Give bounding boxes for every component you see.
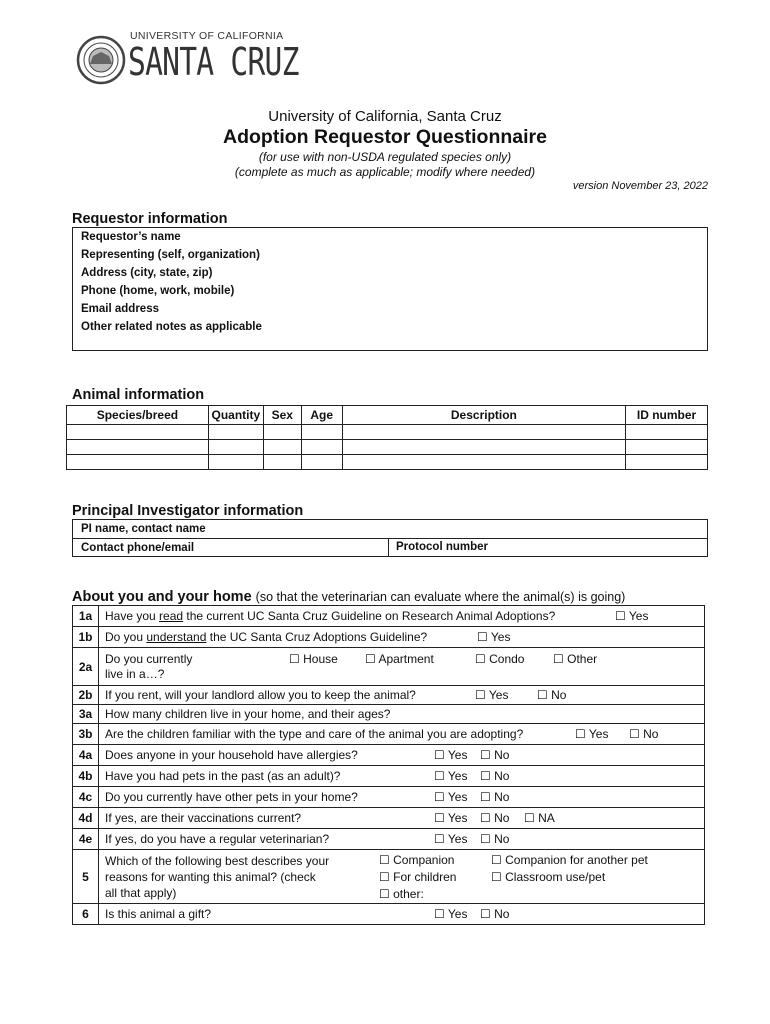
question-number: 6 [73,904,99,925]
q1a-yes-checkbox[interactable]: ☐ Yes [615,609,649,623]
species-cell[interactable] [67,440,209,455]
question-number: 4b [73,766,99,787]
q4c-no-checkbox[interactable]: ☐ No [480,790,510,804]
q5-other-checkbox[interactable]: ☐ other: [379,887,424,901]
address-field[interactable]: Address (city, state, zip) [81,267,213,279]
requestor-info-box [72,227,708,351]
logo-university-text: UNIVERSITY OF CALIFORNIA [130,30,284,42]
form-title: Adoption Requestor Questionnaire [223,126,547,148]
q4a-yes-checkbox[interactable]: ☐ Yes [434,748,468,762]
question-text: How many children live in your home, and their ages? [105,707,391,721]
ucsc-logo [76,28,299,90]
col-sex: Sex [263,406,301,425]
question-text: live in a…? [105,666,165,681]
question-number: 1a [73,606,99,627]
table-row [67,440,708,455]
university-seal-icon [76,30,126,90]
question-row-5 [73,850,705,904]
col-description: Description [342,406,625,425]
q2a-condo-checkbox[interactable]: ☐ Condo [475,652,525,666]
question-row-4e [73,829,705,850]
question-number: 2b [73,686,99,705]
q5-children-checkbox[interactable]: ☐ For children [379,870,457,884]
pi-info-box [72,519,708,557]
description-cell[interactable] [342,455,625,470]
pi-section-title: Principal Investigator information [72,503,304,519]
question-emphasis: read [159,609,184,623]
q3b-yes-checkbox[interactable]: ☐ Yes [575,727,609,741]
notes-field[interactable]: Other related notes as applicable [81,321,262,333]
question-text: Is this animal a gift? [105,907,212,921]
question-text: Have you [105,609,160,623]
age-cell[interactable] [301,440,342,455]
q4e-yes-checkbox[interactable]: ☐ Yes [434,832,468,846]
question-number: 5 [73,850,99,904]
question-text: Does anyone in your household have allergies? [105,748,358,762]
q2b-yes-checkbox[interactable]: ☐ Yes [475,688,509,702]
protocol-number-field[interactable]: Protocol number [396,541,489,553]
subtitle-instructions: (complete as much as applicable; modify where needed) [234,165,536,179]
q5-companion-checkbox[interactable]: ☐ Companion [379,853,455,867]
quantity-cell[interactable] [208,425,263,440]
table-row [67,425,708,440]
q4b-no-checkbox[interactable]: ☐ No [480,769,510,783]
q1b-yes-checkbox[interactable]: ☐ Yes [477,630,511,644]
question-text: Are the children familiar with the type and care of the animal you are adopting? [105,727,524,741]
question-number: 4c [73,787,99,808]
sex-cell[interactable] [263,440,301,455]
question-text: reasons for wanting this animal? (check [105,869,316,884]
description-cell[interactable] [342,425,625,440]
id-cell[interactable] [626,455,708,470]
animal-table [66,405,708,470]
home-section-title [72,589,625,605]
question-row-2b [73,686,705,705]
question-row-1a [73,606,705,627]
col-age: Age [301,406,342,425]
phone-field[interactable]: Phone (home, work, mobile) [81,285,235,297]
representing-field[interactable]: Representing (self, organization) [81,249,260,261]
sex-cell[interactable] [263,425,301,440]
home-note: (so that the veterinarian can evaluate where the animal(s) is going) [255,590,626,604]
version-date: version November 23, 2022 [572,180,708,192]
question-row-3b [73,724,705,745]
id-cell[interactable] [626,425,708,440]
subtitle-species: (for use with non-USDA regulated species only) [258,150,512,164]
q4c-yes-checkbox[interactable]: ☐ Yes [434,790,468,804]
question-row-4d [73,808,705,829]
quantity-cell[interactable] [208,455,263,470]
pi-contact-field[interactable]: Contact phone/email [81,542,195,554]
q6-yes-checkbox[interactable]: ☐ Yes [434,907,468,921]
question-text: If yes, do you have a regular veterinarian? [105,832,330,846]
question-number: 4d [73,808,99,829]
question-row-4a [73,745,705,766]
question-text: If you rent, will your landlord allow you to keep the animal? [105,688,416,702]
question-emphasis: understand [146,630,207,644]
question-row-1b [73,627,705,648]
sex-cell[interactable] [263,455,301,470]
university-name: University of California, Santa Cruz [268,108,502,125]
q2b-no-checkbox[interactable]: ☐ No [537,688,567,702]
species-cell[interactable] [67,425,209,440]
q2a-apartment-checkbox[interactable]: ☐ Apartment [365,652,434,666]
q4b-yes-checkbox[interactable]: ☐ Yes [434,769,468,783]
q2a-other-checkbox[interactable]: ☐ Other [553,652,598,666]
q5-classroom-checkbox[interactable]: ☐ Classroom use/pet [491,870,606,884]
q4e-no-checkbox[interactable]: ☐ No [480,832,510,846]
species-cell[interactable] [67,455,209,470]
requestor-name-field[interactable]: Requestor’s name [81,231,181,243]
q4d-yes-checkbox[interactable]: ☐ Yes [434,811,468,825]
question-number: 1b [73,627,99,648]
question-row-3a [73,705,705,724]
age-cell[interactable] [301,455,342,470]
pi-name-field[interactable]: PI name, contact name [81,523,206,535]
age-cell[interactable] [301,425,342,440]
question-row-4b [73,766,705,787]
home-questions-table [72,605,705,925]
question-row-6 [73,904,705,925]
question-text: Do you [105,630,147,644]
question-number: 2a [73,648,99,686]
q5-companion-other-checkbox[interactable]: ☐ Companion for another pet [491,853,648,867]
email-field[interactable]: Email address [81,303,159,315]
question-text: the current UC Santa Cruz Guideline on Research Animal Adoptions? [183,609,556,623]
quantity-cell[interactable] [208,440,263,455]
description-cell[interactable] [342,440,625,455]
q4d-no-checkbox[interactable]: ☐ No [480,811,510,825]
question-number: 4a [73,745,99,766]
col-quantity: Quantity [208,406,263,425]
q2a-house-checkbox[interactable]: ☐ House [289,652,338,666]
requestor-section-title: Requestor information [72,211,228,227]
animal-section-title: Animal information [72,387,205,403]
q4d-na-checkbox[interactable]: ☐ NA [524,811,555,825]
question-text: Have you had pets in the past (as an adult)? [105,769,341,783]
question-row-2a [73,648,705,686]
home-title: About you and your home [72,589,252,605]
question-text: Do you currently have other pets in your home? [105,790,358,804]
question-text: Do you currently [105,651,193,666]
q3b-no-checkbox[interactable]: ☐ No [629,727,659,741]
q4a-no-checkbox[interactable]: ☐ No [480,748,510,762]
id-cell[interactable] [626,440,708,455]
table-row [67,455,708,470]
question-text: all that apply) [105,885,177,900]
question-text: the UC Santa Cruz Adoptions Guideline? [206,630,428,644]
question-text: If yes, are their vaccinations current? [105,811,302,825]
col-species-breed: Species/breed [67,406,209,425]
question-number: 4e [73,829,99,850]
question-text: Which of the following best describes your [105,853,330,868]
question-number: 3b [73,724,99,745]
q6-no-checkbox[interactable]: ☐ No [480,907,510,921]
col-id-number: ID number [626,406,708,425]
question-number: 3a [73,705,99,724]
logo-santa-cruz-text: SANTA CRUZ [128,40,299,84]
question-row-4c [73,787,705,808]
